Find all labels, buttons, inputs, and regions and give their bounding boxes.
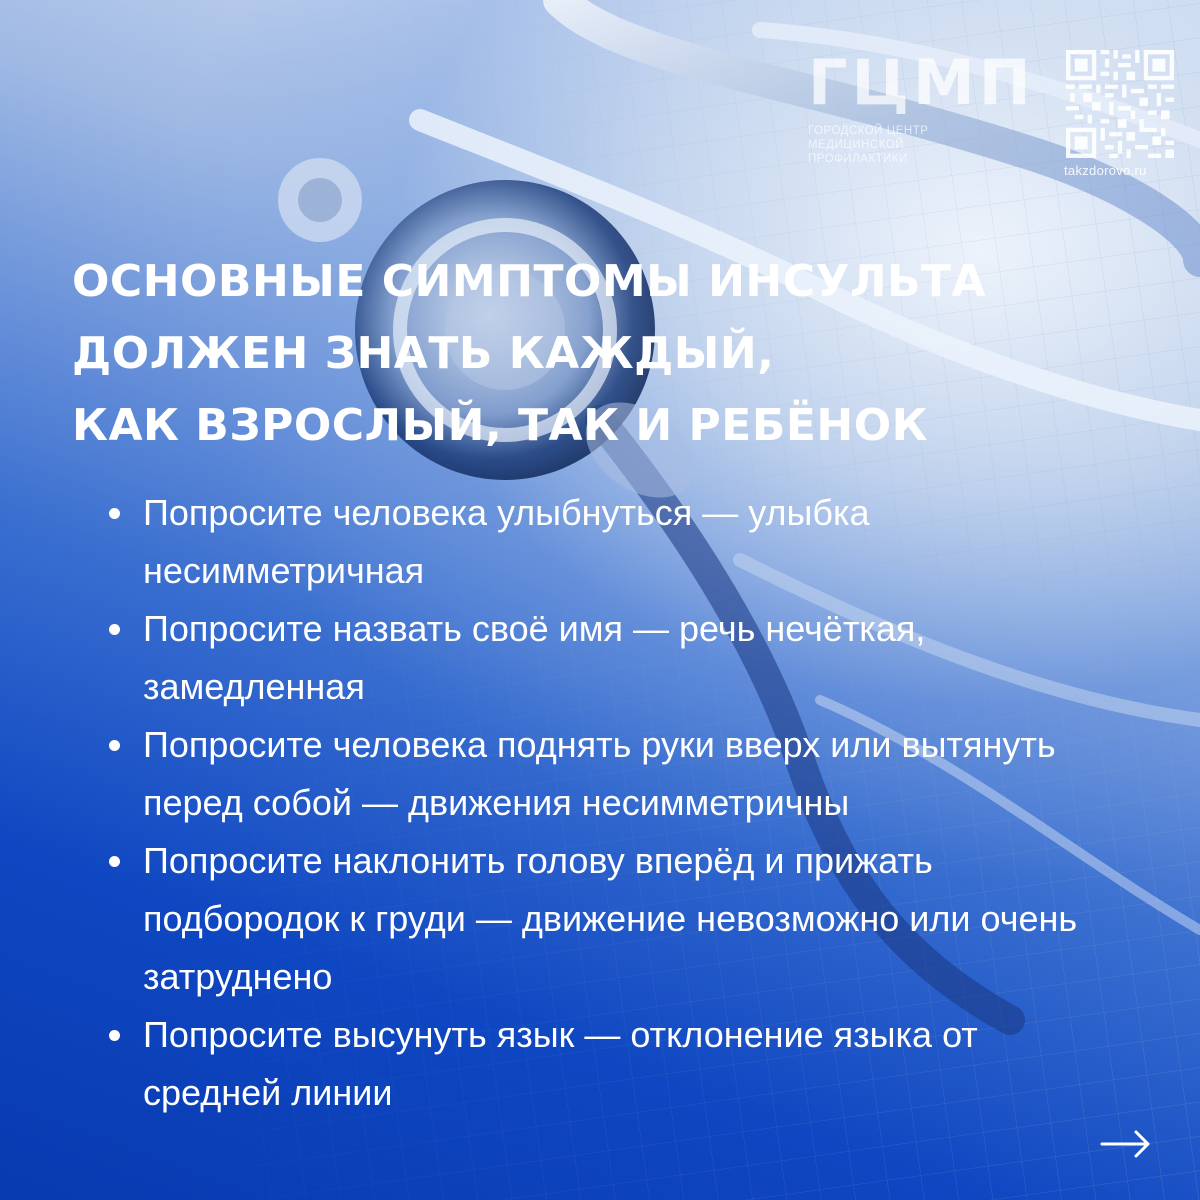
title-line: ДОЛЖЕН ЗНАТЬ КАЖДЫЙ,: [72, 328, 775, 379]
list-item: [100, 484, 1100, 600]
logo-subtitle: ГОРОДСКОЙ ЦЕНТР МЕДИЦИНСКОЙ ПРОФИЛАКТИКИ: [808, 125, 929, 165]
bullet-icon: [109, 740, 120, 751]
list-item: [100, 1006, 1100, 1122]
list-item: [100, 832, 1100, 1006]
symptoms-list: [100, 484, 1100, 1122]
title-line: ОСНОВНЫЕ СИМПТОМЫ ИНСУЛЬТА: [72, 256, 987, 307]
bullet-icon: [109, 508, 120, 519]
bullet-icon: [109, 1030, 120, 1041]
page-title: [72, 246, 1132, 462]
list-item: [100, 600, 1100, 716]
bullet-icon: [109, 624, 120, 635]
website-link[interactable]: takzdorovo.ru: [1064, 163, 1147, 178]
qr-code-icon[interactable]: [1066, 50, 1174, 158]
symptom-text: Попросите высунуть язык — отклонение языка от средней линии: [143, 1014, 978, 1113]
symptom-text: Попросите наклонить голову вперёд и прижать подбородок к груди — движение невозможно или очень затруднено: [143, 840, 1078, 997]
symptom-text: Попросите человека улыбнуться — улыбка несимметричная: [143, 492, 870, 591]
arrow-right-icon[interactable]: [1098, 1126, 1154, 1162]
list-item: [100, 716, 1100, 832]
symptom-text: Попросите человека поднять руки вверх или вытянуть перед собой — движения несимметричны: [143, 724, 1056, 823]
logo-mark: ГЦМП: [808, 46, 1035, 119]
bullet-icon: [109, 856, 120, 867]
title-line: КАК ВЗРОСЛЫЙ, ТАК И РЕБЁНОК: [72, 400, 929, 451]
symptom-text: Попросите назвать своё имя — речь нечёткая, замедленная: [143, 608, 926, 707]
gcmp-logo: [808, 46, 1035, 182]
